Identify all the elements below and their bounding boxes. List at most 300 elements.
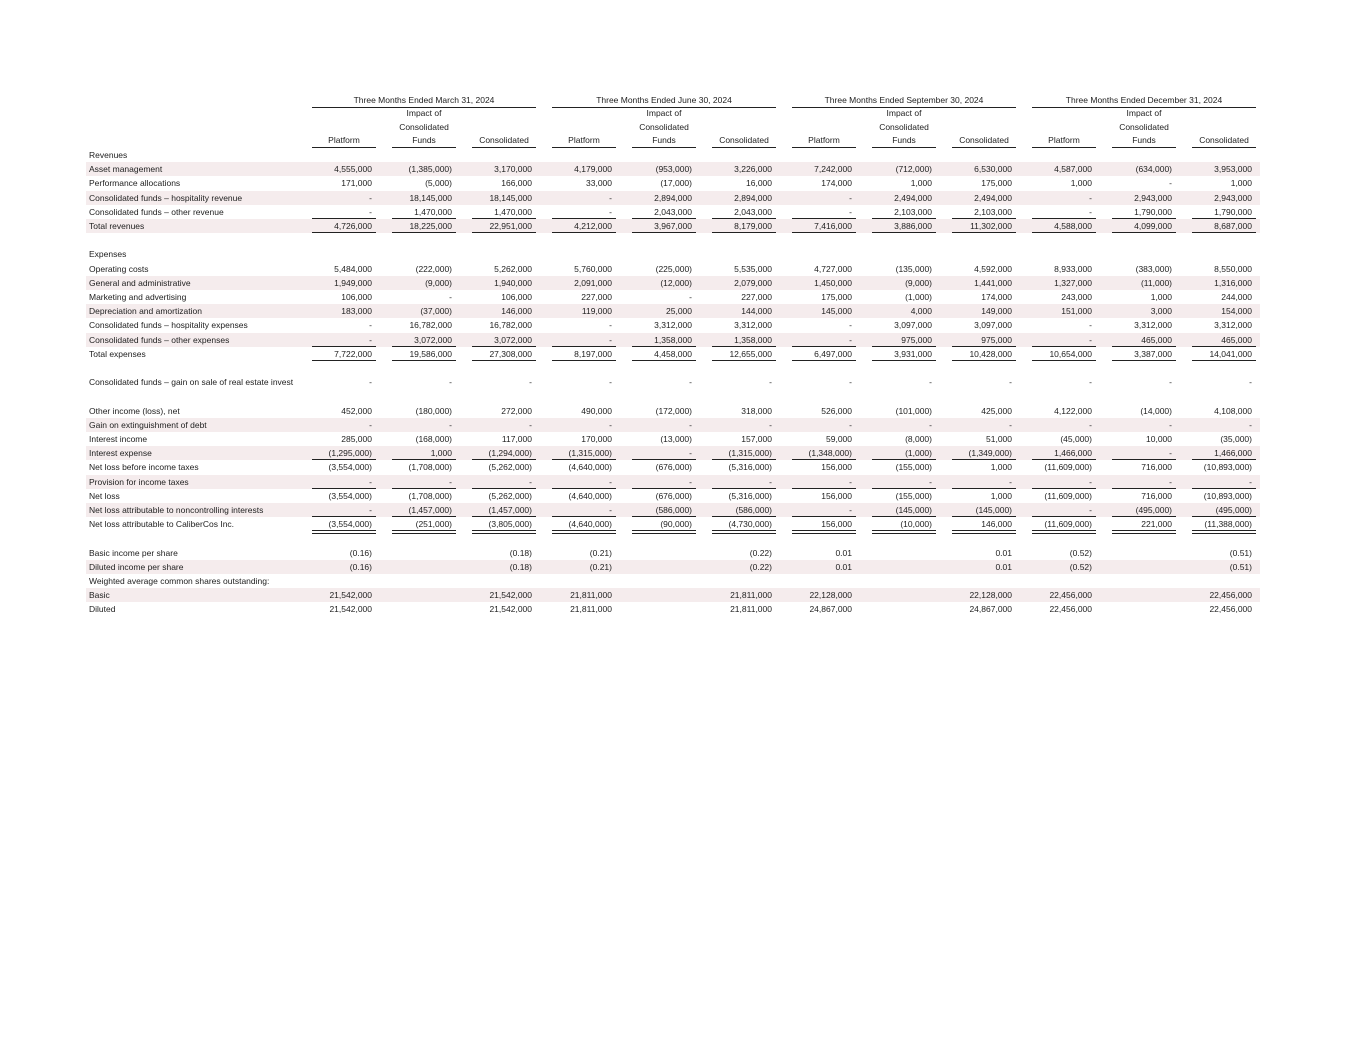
value-cell: 21,542,000	[329, 590, 372, 601]
table-row	[86, 517, 1260, 531]
value-cell	[632, 602, 692, 616]
value-cell: -	[609, 476, 612, 487]
table-row	[86, 460, 1260, 474]
table-row	[86, 404, 1260, 418]
value-cell: 3,312,000	[1214, 320, 1252, 331]
value-cell: 465,000	[1221, 334, 1252, 345]
value-cell: (135,000)	[895, 263, 932, 274]
value-cell: (168,000)	[415, 434, 452, 444]
value-cell: (495,000)	[1215, 505, 1252, 515]
value-cell: -	[1089, 505, 1092, 515]
value-cell: 244,000	[1221, 292, 1252, 302]
value-cell: (11,388,000)	[1204, 519, 1252, 530]
value-cell: 1,450,000	[814, 277, 852, 288]
value-cell: 11,302,000	[970, 221, 1012, 231]
value-cell: 285,000	[341, 434, 372, 444]
value-cell: (45,000)	[1060, 434, 1092, 444]
value-cell: -	[689, 377, 692, 388]
row-label: Net loss before income taxes	[89, 462, 199, 473]
value-cell: 1,358,000	[654, 334, 692, 345]
value-cell: 6,530,000	[974, 164, 1012, 175]
value-cell: 21,542,000	[489, 604, 532, 615]
column-header-impact-line: Funds	[392, 134, 456, 148]
value-cell: 1,466,000	[1214, 448, 1252, 459]
value-cell: -	[929, 476, 932, 487]
value-cell: -	[1089, 476, 1092, 487]
value-cell: (0.21)	[589, 561, 612, 572]
row-label: Weighted average common shares outstanding:	[89, 576, 270, 586]
value-cell: (0.52)	[1069, 547, 1092, 558]
value-cell: -	[689, 448, 692, 459]
value-cell: 12,655,000	[729, 348, 772, 359]
value-cell: -	[1169, 419, 1172, 430]
value-cell: 146,000	[981, 519, 1012, 530]
value-cell: 7,416,000	[814, 221, 852, 231]
value-cell	[1112, 588, 1172, 602]
value-cell: 8,550,000	[1214, 263, 1252, 274]
value-cell: (14,000)	[1140, 405, 1172, 416]
value-cell: 1,466,000	[1054, 448, 1092, 459]
value-cell: 19,586,000	[409, 348, 452, 359]
value-cell: -	[529, 476, 532, 487]
value-cell: 7,722,000	[334, 348, 372, 359]
value-cell: 425,000	[981, 405, 1012, 416]
value-cell: (10,000)	[900, 519, 932, 530]
table-row	[86, 375, 1260, 389]
value-cell: 59,000	[826, 434, 852, 444]
value-cell: 2,894,000	[654, 192, 692, 203]
value-cell: (172,000)	[655, 405, 692, 416]
value-cell: 5,262,000	[494, 263, 532, 274]
value-cell: 24,867,000	[969, 604, 1012, 615]
value-cell: (1,708,000)	[408, 462, 452, 473]
column-header-consolidated: Consolidated	[712, 134, 776, 148]
value-cell: (634,000)	[1135, 164, 1172, 175]
value-cell: (1,385,000)	[408, 164, 452, 175]
row-label: Interest income	[89, 434, 148, 444]
value-cell: (0.22)	[749, 561, 772, 572]
value-cell: -	[609, 320, 612, 331]
value-cell: 0.01	[835, 561, 852, 572]
value-cell: 3,953,000	[1214, 164, 1252, 175]
value-cell: (0.21)	[589, 547, 612, 558]
value-cell: 221,000	[1141, 519, 1172, 530]
value-cell: 106,000	[501, 292, 532, 302]
value-cell: (1,708,000)	[408, 490, 452, 501]
value-cell: (712,000)	[895, 164, 932, 175]
row-label: Interest expense	[89, 448, 152, 459]
value-cell: 16,782,000	[489, 320, 532, 331]
row-label: Provision for income taxes	[89, 476, 189, 487]
value-cell: 227,000	[581, 292, 612, 302]
column-header-impact-line: Consolidated	[879, 121, 929, 132]
value-cell: 24,867,000	[809, 604, 852, 615]
table-row	[86, 148, 1260, 162]
value-cell: (13,000)	[660, 434, 692, 444]
value-cell: -	[1169, 377, 1172, 388]
spacer-row	[86, 233, 1260, 247]
value-cell: -	[849, 206, 852, 217]
value-cell: (5,262,000)	[488, 462, 532, 473]
value-cell	[392, 602, 452, 616]
value-cell: 3,226,000	[734, 164, 772, 175]
column-header-consolidated: Consolidated	[472, 134, 536, 148]
value-cell: 33,000	[586, 178, 612, 189]
row-label: Diluted income per share	[89, 561, 184, 572]
value-cell: -	[609, 377, 612, 388]
value-cell: 3,072,000	[494, 334, 532, 345]
value-cell: -	[689, 419, 692, 430]
value-cell: (953,000)	[655, 164, 692, 175]
value-cell: (1,457,000)	[488, 505, 532, 515]
value-cell: (4,640,000)	[568, 462, 612, 473]
value-cell: (225,000)	[655, 263, 692, 274]
value-cell: -	[369, 206, 372, 217]
value-cell: (5,262,000)	[488, 490, 532, 501]
value-cell: -	[529, 377, 532, 388]
value-cell: 3,072,000	[414, 334, 452, 345]
value-cell: -	[1169, 448, 1172, 459]
value-cell: 4,099,000	[1134, 221, 1172, 231]
value-cell: -	[609, 334, 612, 345]
value-cell: 22,456,000	[1209, 590, 1252, 601]
row-label: Expenses	[89, 249, 127, 260]
value-cell: 4,458,000	[654, 348, 692, 359]
value-cell: 4,592,000	[974, 263, 1012, 274]
row-label: Marketing and advertising	[89, 292, 187, 302]
value-cell: 526,000	[821, 405, 852, 416]
value-cell: -	[769, 419, 772, 430]
value-cell: -	[849, 334, 852, 345]
table-row	[86, 290, 1260, 304]
value-cell	[872, 546, 932, 560]
value-cell: -	[689, 292, 692, 302]
value-cell: -	[1089, 192, 1092, 203]
value-cell: 1,000	[990, 462, 1012, 473]
value-cell: 3,000	[1150, 306, 1172, 317]
value-cell: -	[1089, 334, 1092, 345]
value-cell: -	[1249, 419, 1252, 430]
value-cell: (4,640,000)	[568, 519, 612, 530]
value-cell: 22,456,000	[1049, 604, 1092, 615]
table-row	[86, 347, 1260, 361]
table-row	[86, 418, 1260, 432]
value-cell: (4,730,000)	[728, 519, 772, 530]
value-cell: (5,316,000)	[728, 490, 772, 501]
value-cell: 22,951,000	[489, 221, 532, 231]
value-cell: 1,470,000	[494, 206, 532, 217]
value-cell: 2,103,000	[974, 206, 1012, 217]
row-label: Other income (loss), net	[89, 405, 180, 416]
value-cell: (676,000)	[655, 462, 692, 473]
value-cell: 2,091,000	[574, 277, 612, 288]
value-cell: 3,967,000	[654, 221, 692, 231]
value-cell: 106,000	[341, 292, 372, 302]
value-cell: 156,000	[821, 490, 852, 501]
spacer-row	[86, 361, 1260, 375]
value-cell: (495,000)	[1135, 505, 1172, 515]
value-cell: 22,128,000	[969, 590, 1012, 601]
value-cell: 117,000	[501, 434, 532, 444]
value-cell: 2,103,000	[894, 206, 932, 217]
value-cell: -	[1169, 178, 1172, 189]
value-cell: -	[1089, 320, 1092, 331]
row-label: Operating costs	[89, 263, 149, 274]
value-cell: -	[929, 377, 932, 388]
table-row	[86, 489, 1260, 503]
value-cell: (11,609,000)	[1044, 462, 1092, 473]
value-cell: (1,348,000)	[808, 448, 852, 459]
value-cell: (1,294,000)	[488, 448, 532, 459]
table-row	[86, 205, 1260, 219]
value-cell: 25,000	[666, 306, 692, 317]
value-cell: (37,000)	[420, 306, 452, 317]
value-cell: (383,000)	[1135, 263, 1172, 274]
value-cell	[1112, 546, 1172, 560]
value-cell: 7,242,000	[814, 164, 852, 175]
value-cell: 1,000	[1070, 178, 1092, 189]
value-cell: 21,811,000	[570, 590, 612, 601]
column-header-platform: Platform	[792, 134, 856, 148]
value-cell: 0.01	[995, 547, 1012, 558]
value-cell: (155,000)	[895, 490, 932, 501]
value-cell: -	[689, 476, 692, 487]
value-cell: -	[529, 419, 532, 430]
row-label: Revenues	[89, 150, 128, 160]
value-cell: 22,128,000	[809, 590, 852, 601]
value-cell: 1,790,000	[1214, 206, 1252, 217]
value-cell: (3,805,000)	[488, 519, 532, 530]
value-cell: -	[1089, 377, 1092, 388]
value-cell: 716,000	[1141, 490, 1172, 501]
value-cell: -	[369, 419, 372, 430]
value-cell: (586,000)	[735, 505, 772, 515]
value-cell: 2,943,000	[1134, 192, 1172, 203]
row-label: Basic	[89, 590, 110, 601]
value-cell: 174,000	[981, 292, 1012, 302]
value-cell: 21,542,000	[329, 604, 372, 615]
row-label: Consolidated funds – hospitality revenue	[89, 192, 243, 203]
value-cell: 18,225,000	[409, 221, 452, 231]
value-cell: -	[609, 419, 612, 430]
value-cell	[392, 588, 452, 602]
value-cell: 716,000	[1141, 462, 1172, 473]
value-cell: 1,949,000	[334, 277, 372, 288]
value-cell: (1,000)	[905, 448, 932, 459]
value-cell: 5,535,000	[734, 263, 772, 274]
value-cell: 156,000	[821, 462, 852, 473]
value-cell: (0.51)	[1229, 547, 1252, 558]
row-label: Net loss attributable to noncontrolling interests	[89, 505, 264, 515]
row-label: Total expenses	[89, 348, 146, 359]
value-cell: -	[449, 476, 452, 487]
value-cell: 5,760,000	[574, 263, 612, 274]
value-cell: (8,000)	[905, 434, 932, 444]
value-cell: 1,470,000	[414, 206, 452, 217]
row-label: Consolidated funds – other expenses	[89, 334, 230, 345]
value-cell: 175,000	[821, 292, 852, 302]
value-cell: -	[1009, 476, 1012, 487]
value-cell: 465,000	[1141, 334, 1172, 345]
column-header-impact-line: Impact of	[406, 108, 442, 118]
value-cell	[392, 560, 452, 574]
value-cell: 1,000	[1230, 178, 1252, 189]
value-cell: 1,358,000	[734, 334, 772, 345]
value-cell: 6,497,000	[814, 348, 852, 359]
value-cell: 145,000	[821, 306, 852, 317]
value-cell: 146,000	[501, 306, 532, 317]
value-cell: 243,000	[1061, 292, 1092, 302]
value-cell: -	[609, 206, 612, 217]
value-cell: 1,000	[910, 178, 932, 189]
value-cell: 4,108,000	[1214, 405, 1252, 416]
value-cell: 1,316,000	[1214, 277, 1252, 288]
table-row	[86, 247, 1260, 261]
value-cell	[1112, 602, 1172, 616]
column-header-impact-line: Funds	[1112, 134, 1176, 148]
value-cell: -	[369, 377, 372, 388]
value-cell: 272,000	[501, 405, 532, 416]
value-cell	[1112, 560, 1172, 574]
value-cell: (3,554,000)	[328, 519, 372, 530]
value-cell: 21,811,000	[730, 590, 772, 601]
value-cell: -	[369, 320, 372, 331]
table-row	[86, 602, 1260, 616]
table-row	[86, 503, 1260, 517]
value-cell: (1,000)	[905, 292, 932, 302]
value-cell: (0.51)	[1229, 561, 1252, 572]
value-cell: 3,931,000	[894, 348, 932, 359]
value-cell	[872, 602, 932, 616]
value-cell: (9,000)	[425, 277, 452, 288]
value-cell: 1,327,000	[1054, 277, 1092, 288]
value-cell: 318,000	[741, 405, 772, 416]
row-label: Depreciation and amortization	[89, 306, 202, 317]
value-cell: -	[1089, 419, 1092, 430]
row-label: Net loss attributable to CaliberCos Inc.	[89, 519, 235, 530]
value-cell: (10,893,000)	[1203, 462, 1252, 473]
value-cell: 8,179,000	[734, 221, 772, 231]
value-cell: 10,428,000	[969, 348, 1012, 359]
value-cell	[392, 546, 452, 560]
value-cell: 3,097,000	[974, 320, 1012, 331]
value-cell: 14,041,000	[1209, 348, 1252, 359]
value-cell: 1,000	[990, 490, 1012, 501]
value-cell: 183,000	[341, 306, 372, 317]
value-cell: 4,727,000	[814, 263, 852, 274]
table-row	[86, 546, 1260, 560]
row-label: Performance allocations	[89, 178, 181, 189]
table-row	[86, 333, 1260, 347]
value-cell: 1,441,000	[974, 277, 1012, 288]
value-cell	[632, 588, 692, 602]
value-cell: 2,494,000	[894, 192, 932, 203]
value-cell: 1,790,000	[1134, 206, 1172, 217]
value-cell: (0.18)	[509, 561, 532, 572]
value-cell: (586,000)	[655, 505, 692, 515]
value-cell: 4,588,000	[1054, 221, 1092, 231]
value-cell: (10,893,000)	[1203, 490, 1252, 501]
value-cell: (222,000)	[415, 263, 452, 274]
value-cell: 1,000	[1150, 292, 1172, 302]
value-cell: 4,587,000	[1054, 164, 1092, 175]
value-cell: 21,811,000	[570, 604, 612, 615]
value-cell: 10,000	[1146, 434, 1172, 444]
value-cell: (5,316,000)	[728, 462, 772, 473]
value-cell: 975,000	[981, 334, 1012, 345]
row-label: Diluted	[89, 604, 116, 615]
value-cell: (145,000)	[895, 505, 932, 515]
value-cell: (11,609,000)	[1044, 490, 1092, 501]
value-cell: 156,000	[821, 519, 852, 530]
value-cell: 975,000	[901, 334, 932, 345]
spacer-row	[86, 389, 1260, 403]
column-header-platform: Platform	[552, 134, 616, 148]
value-cell: (676,000)	[655, 490, 692, 501]
value-cell: -	[769, 476, 772, 487]
value-cell: 3,097,000	[894, 320, 932, 331]
value-cell: 3,312,000	[654, 320, 692, 331]
value-cell: 154,000	[1221, 306, 1252, 317]
value-cell: (0.52)	[1069, 561, 1092, 572]
value-cell: 4,179,000	[574, 164, 612, 175]
period-header: Three Months Ended September 30, 2024	[792, 94, 1016, 108]
value-cell: -	[849, 377, 852, 388]
value-cell	[872, 560, 932, 574]
value-cell: 4,555,000	[334, 164, 372, 175]
value-cell: 3,312,000	[734, 320, 772, 331]
value-cell: 144,000	[741, 306, 772, 317]
value-cell: -	[849, 419, 852, 430]
value-cell: 18,145,000	[409, 192, 452, 203]
table-row	[86, 176, 1260, 190]
value-cell: -	[929, 419, 932, 430]
column-header-impact-line: Impact of	[886, 108, 922, 118]
value-cell: (17,000)	[660, 178, 692, 189]
value-cell: 27,308,000	[489, 348, 532, 359]
spacer-row	[86, 531, 1260, 545]
value-cell: 8,197,000	[574, 348, 612, 359]
column-header-consolidated: Consolidated	[952, 134, 1016, 148]
table-row	[86, 446, 1260, 460]
value-cell: (1,457,000)	[408, 505, 452, 515]
value-cell: -	[449, 377, 452, 388]
value-cell: 2,494,000	[974, 192, 1012, 203]
row-label: Net loss	[89, 490, 120, 501]
period-header: Three Months Ended June 30, 2024	[552, 94, 776, 108]
value-cell: (0.16)	[349, 561, 372, 572]
value-cell: (251,000)	[415, 519, 452, 530]
row-label: General and administrative	[89, 277, 191, 288]
table-row	[86, 262, 1260, 276]
value-cell: 4,726,000	[334, 221, 372, 231]
value-cell: -	[849, 192, 852, 203]
value-cell: (0.22)	[749, 547, 772, 558]
value-cell: (1,349,000)	[968, 448, 1012, 459]
column-header-platform: Platform	[312, 134, 376, 148]
value-cell: 3,170,000	[494, 164, 532, 175]
value-cell: (3,554,000)	[328, 462, 372, 473]
value-cell: (180,000)	[415, 405, 452, 416]
column-header-impact-line: Consolidated	[639, 121, 689, 132]
value-cell: 227,000	[741, 292, 772, 302]
value-cell: 8,933,000	[1054, 263, 1092, 274]
value-cell: -	[449, 292, 452, 302]
value-cell: (4,640,000)	[568, 490, 612, 501]
table-row	[86, 432, 1260, 446]
value-cell: -	[369, 505, 372, 515]
value-cell: -	[1249, 377, 1252, 388]
